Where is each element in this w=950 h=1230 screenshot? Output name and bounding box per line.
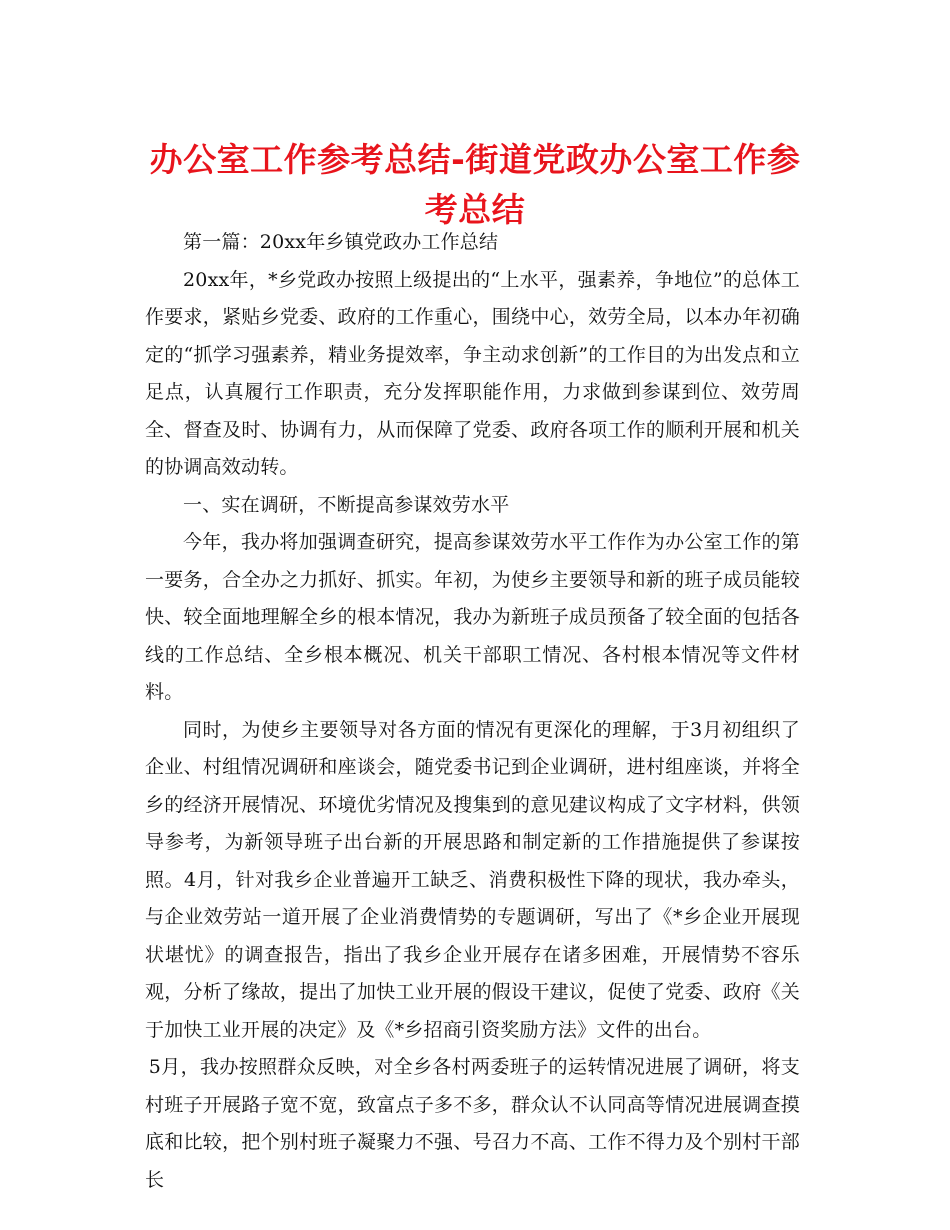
- document-title: 办公室工作参考总结-街道党政办公室工作参考总结: [149, 140, 801, 229]
- subheading-1: 一、实在调研，不断提高参谋效劳水平: [183, 493, 510, 516]
- section-title: 第一篇：20xx年乡镇党政办工作总结: [183, 231, 499, 253]
- paragraph-1: 20xx年，*乡党政办按照上级提出的“上水平，强素养，争地位”的总体工作要求，紧贴乡党委、政府的工作重心，围绕中心，效劳全局，以本办年初确定的“抓学习强素养，精业务提效率，争主动求创新”的工作目的为出发点和立足点，认真履行工作职责，充分发挥职能作用，力求做到参谋到位、效劳周全、督查及时、协调有力，从而保障了党委、政府各项工作的顺利开展和机关的协调高效动转。: [145, 268, 800, 478]
- paragraph-4: 5月，我办按照群众反映，对全乡各村两委班子的运转情况进展了调研，将支村班子开展路子宽不宽，致富点子多不多，群众认不认同高等情况进展调查摸底和比较，把个别村班子凝聚力不强、号召力不高、工作不得力及个别村干部长: [145, 1056, 800, 1191]
- paragraph-3: 同时，为使乡主要领导对各方面的情况有更深化的理解，于3月初组织了企业、村组情况调研和座谈会，随党委书记到企业调研，进村组座谈，并将全乡的经济开展情况、环境优劣情况及搜集到的意见建议构成了文字材料，供领导参考，为新领导班子出台新的开展思路和制定新的工作措施提供了参谋按照。4月，针对我乡企业普遍开工缺乏、消费积极性下降的现状，我办牵头，与企业效劳站一道开展了企业消费情势的专题调研，写出了《*乡企业开展现状堪忧》的调查报告，指出了我乡企业开展存在诸多困难，开展情势不容乐观，分析了缘故，提出了加快工业开展的假设干建议，促使了党委、政府《关于加快工业开展的决定》及《*乡招商引资奖励方法》文件的出台。: [145, 718, 800, 1041]
- paragraph-2: 今年，我办将加强调查研究，提高参谋效劳水平工作作为办公室工作的第一要务，合全办之力抓好、抓实。年初，为使乡主要领导和新的班子成员能较快、较全面地理解全乡的根本情况，我办为新班子成员预备了较全面的包括各线的工作总结、全乡根本概况、机关干部职工情况、各村根本情况等文件材料。: [145, 531, 800, 703]
- document-body: [145, 224, 800, 1199]
